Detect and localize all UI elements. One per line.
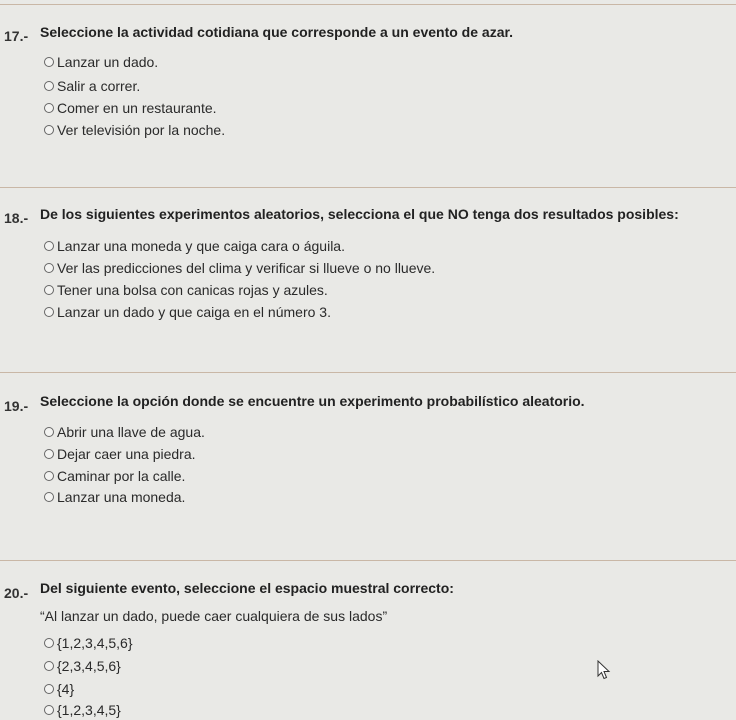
option-label: Tener una bolsa con canicas rojas y azules. (57, 282, 328, 298)
option-q20-c[interactable] (44, 679, 74, 699)
option-label: {2,3,4,5,6} (57, 658, 121, 674)
option-q17-a[interactable] (44, 52, 158, 72)
option-label: Lanzar un dado. (57, 54, 159, 70)
radio-button-icon[interactable] (44, 684, 54, 694)
radio-button-icon[interactable] (44, 285, 54, 295)
option-q18-c[interactable] (44, 280, 328, 300)
option-q17-d[interactable] (44, 120, 225, 140)
radio-button-icon[interactable] (44, 705, 54, 715)
radio-button-icon[interactable] (44, 471, 54, 481)
radio-button-icon[interactable] (44, 449, 54, 459)
option-label: Lanzar una moneda. (57, 489, 186, 505)
divider-q17-q18 (0, 187, 736, 188)
option-label: Dejar caer una piedra. (57, 446, 196, 462)
option-label: Caminar por la calle. (57, 468, 186, 484)
divider-q18-q19 (0, 372, 736, 373)
option-q19-c[interactable] (44, 466, 185, 486)
option-label: Lanzar una moneda y que caiga cara o águila. (57, 238, 345, 254)
option-label: {1,2,3,4,5} (57, 702, 121, 718)
option-q20-b[interactable] (44, 656, 121, 676)
option-label: {1,2,3,4,5,6} (57, 635, 133, 651)
question-text: Seleccione la opción donde se encuentre un experimento probabilístico aleatorio. (40, 393, 585, 409)
radio-button-icon[interactable] (44, 241, 54, 251)
radio-button-icon[interactable] (44, 638, 54, 648)
radio-button-icon[interactable] (44, 125, 54, 135)
option-label: Comer en un restaurante. (57, 100, 217, 116)
option-label: Abrir una llave de agua. (57, 424, 205, 440)
option-label: Ver televisión por la noche. (57, 122, 226, 138)
option-q17-c[interactable] (44, 98, 217, 118)
divider-q19-q20 (0, 560, 736, 561)
question-text: De los siguientes experimentos aleatorios, selecciona el que NO tenga dos resultados posibles: (40, 206, 679, 222)
option-q18-a[interactable] (44, 236, 345, 256)
option-label: Lanzar un dado y que caiga en el número 3. (57, 304, 331, 320)
option-label: {4} (57, 681, 75, 697)
option-q18-d[interactable] (44, 302, 331, 322)
radio-button-icon[interactable] (44, 307, 54, 317)
question-number: 17.- (4, 28, 29, 44)
mouse-pointer-icon (597, 660, 611, 680)
option-q19-a[interactable] (44, 422, 205, 442)
question-scenario-text: “Al lanzar un dado, puede caer cualquiera de sus lados” (40, 608, 388, 624)
option-q19-d[interactable] (44, 487, 185, 507)
question-text: Del siguiente evento, seleccione el espacio muestral correcto: (40, 580, 454, 596)
option-q20-d[interactable] (44, 700, 121, 720)
question-number: 20.- (4, 585, 29, 601)
radio-button-icon[interactable] (44, 492, 54, 502)
option-q20-a[interactable] (44, 633, 133, 653)
question-number: 18.- (4, 210, 29, 226)
radio-button-icon[interactable] (44, 103, 54, 113)
radio-button-icon[interactable] (44, 661, 54, 671)
question-number: 19.- (4, 398, 29, 414)
option-q17-b[interactable] (44, 76, 140, 96)
option-q19-b[interactable] (44, 444, 196, 464)
radio-button-icon[interactable] (44, 263, 54, 273)
option-label: Salir a correr. (57, 78, 141, 94)
divider-top (0, 4, 736, 5)
option-label: Ver las predicciones del clima y verificar si llueve o no llueve. (57, 260, 436, 276)
option-q18-b[interactable] (44, 258, 435, 278)
radio-button-icon[interactable] (44, 427, 54, 437)
radio-button-icon[interactable] (44, 57, 54, 67)
question-text: Seleccione la actividad cotidiana que corresponde a un evento de azar. (40, 24, 514, 40)
radio-button-icon[interactable] (44, 81, 54, 91)
